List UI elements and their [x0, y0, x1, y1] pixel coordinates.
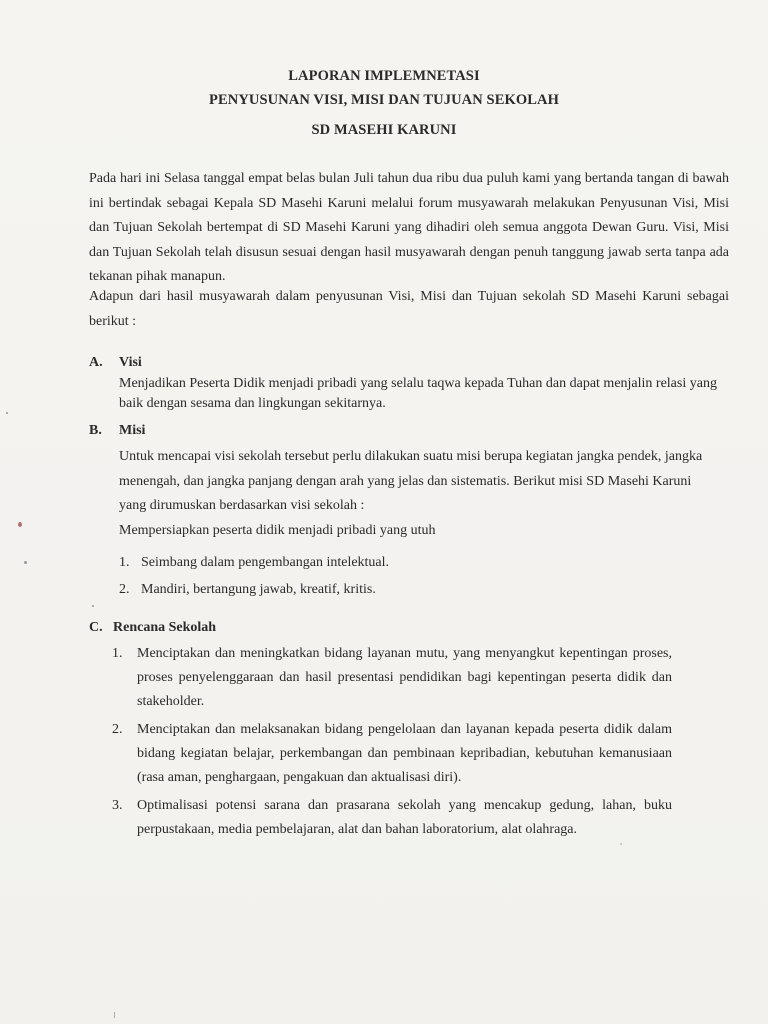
scan-speck [620, 843, 622, 845]
list-item-text: Seimbang dalam pengembangan intelektual. [141, 555, 390, 570]
visi-text: Menjadikan Peserta Didik menjadi pribadi yang selalu taqwa kepada Tuhan dan dapat menjalin relasi yang baik dengan sesama dan lingkungan sekitarnya. [119, 376, 717, 411]
document-title-line2: PENYUSUNAN VISI, MISI DAN TUJUAN SEKOLAH [209, 92, 559, 108]
misi-list [119, 549, 389, 603]
scan-speck [6, 412, 8, 414]
rencana-list [112, 642, 672, 846]
list-item-number: 2. [112, 722, 123, 737]
list-item-number: 1. [119, 555, 130, 570]
list-item-text: Menciptakan dan meningkatkan bidang layanan mutu, yang menyangkut kepentingan proses, proses penyelenggaraan dan hasil presentasi pendidikan bagi kepentingan peserta didik dan stakeholder. [137, 646, 672, 709]
list-item [119, 549, 389, 576]
intro-paragraph-2: Adapun dari hasil musyawarah dalam penyusunan Visi, Misi dan Tujuan sekolah SD Masehi Karuni sebagai berikut : [89, 289, 729, 329]
section-visi-heading: Visi [119, 355, 142, 370]
list-item [112, 718, 672, 790]
list-item-number: 3. [112, 798, 123, 813]
list-item [112, 642, 672, 714]
list-item [119, 576, 389, 603]
list-item-text: Mandiri, bertangung jawab, kreatif, kritis. [141, 582, 376, 597]
scan-speck [18, 522, 22, 527]
section-a-letter: A. [89, 355, 103, 370]
document-title-line1: LAPORAN IMPLEMNETASI [288, 68, 480, 84]
intro-paragraph: Pada hari ini Selasa tanggal empat belas bulan Juli tahun dua ribu dua puluh kami yang bertanda tangan di bawah ini bertindak sebagai Kepala SD Masehi Karuni melalui forum musyawarah melakukan Penyusunan Visi, Misi dan Tujuan Sekolah bertempat di SD Masehi Karuni yang dihadiri oleh semua anggota Dewan Guru. Visi, Misi dan Tujuan Sekolah telah disusun sesuai dengan hasil musyawarah dengan penuh tanggung jawab serta tanpa ada tekanan pihak manapun. [89, 171, 729, 284]
list-item-number: 1. [112, 646, 123, 661]
list-item-number: 2. [119, 582, 130, 597]
scan-speck [114, 1012, 115, 1018]
scan-speck [24, 561, 27, 564]
list-item-text: Optimalisasi potensi sarana dan prasarana sekolah yang mencakup gedung, lahan, buku perpustakaan, media pembelajaran, alat dan bahan laboratorium, alat olahraga. [137, 798, 672, 837]
misi-text [119, 445, 721, 543]
misi-description: Untuk mencapai visi sekolah tersebut perlu dilakukan suatu misi berupa kegiatan jangka pendek, jangka menengah, dan jangka panjang dengan arah yang jelas dan sistematis. Berikut misi SD Masehi Karuni yang dirumuskan berdasarkan visi sekolah : [119, 449, 703, 513]
section-misi-heading: Misi [119, 423, 146, 438]
misi-subtext: Mempersiapkan peserta didik menjadi pribadi yang utuh [119, 522, 436, 538]
section-rencana-heading: Rencana Sekolah [113, 620, 217, 635]
list-item [112, 794, 672, 842]
scan-speck [92, 605, 94, 607]
section-b-letter: B. [89, 423, 102, 438]
list-item-text: Menciptakan dan melaksanakan bidang pengelolaan dan layanan kepada peserta didik dalam bidang kegiatan belajar, perkembangan dan pembinaan kepribadian, kebutuhan kemanusiaan (rasa aman, penghargaan, pengakuan dan aktualisasi diri). [137, 722, 672, 785]
school-name-title: SD MASEHI KARUNI [311, 122, 457, 138]
section-c-letter: C. [89, 620, 103, 635]
